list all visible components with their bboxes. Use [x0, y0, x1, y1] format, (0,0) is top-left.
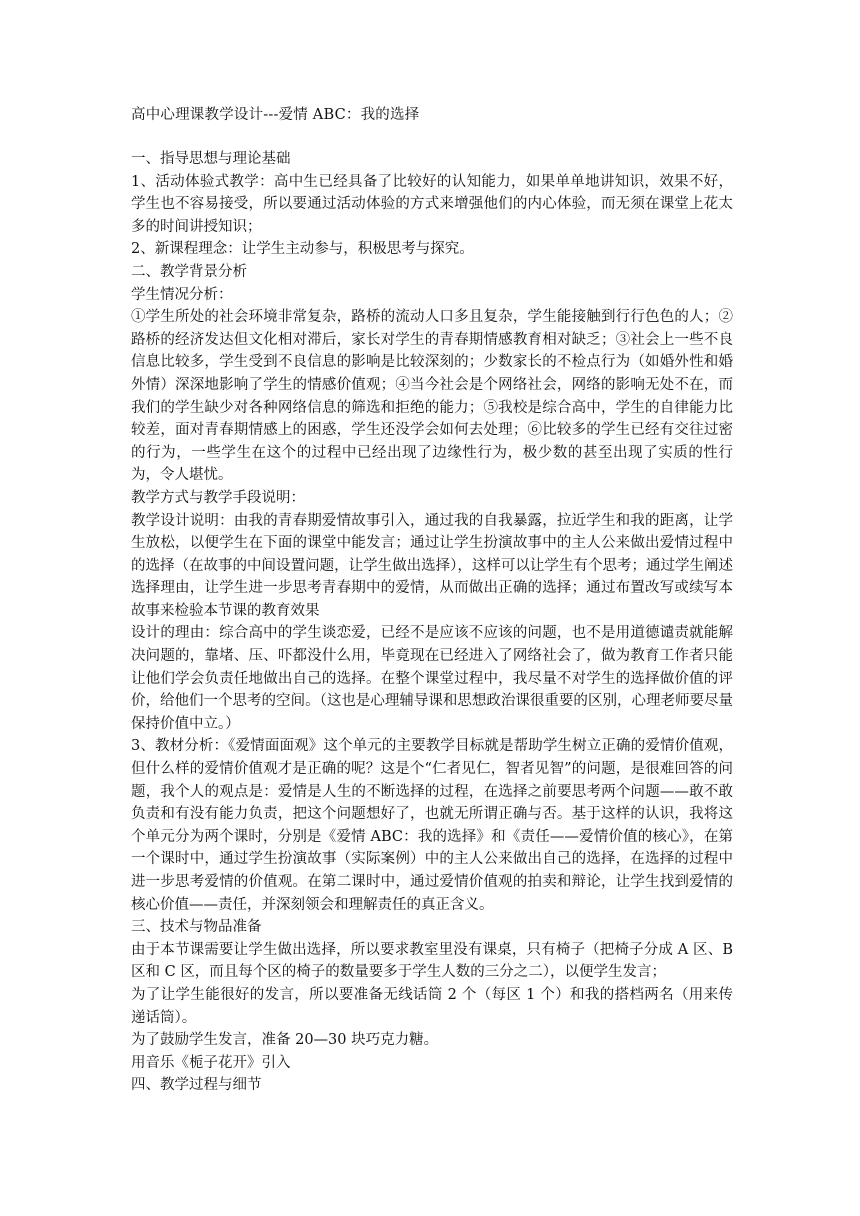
paragraph-microphones: 为了让学生能很好的发言，所以要准备无线话筒 2 个（每区 1 个）和我的搭档两名（用来传递话筒）。	[131, 986, 733, 1026]
document-body	[131, 148, 733, 1097]
paragraph-classroom-setup: 由于本节课需要让学生做出选择，所以要求教室里没有课桌，只有椅子（把椅子分成 A 区、B 区和 C 区，而且每个区的椅子的数量要多于学生人数的三分之二），以便学生发言；	[131, 941, 733, 981]
paragraph-music-intro: 用音乐《栀子花开》引入	[131, 1054, 291, 1071]
paragraph-activity-teaching: 1、活动体验式教学：高中生已经具备了比较好的认知能力，如果单单地讲知识，效果不好，学生也不容易接受，所以要通过活动体验的方式来增强他们的内心体验，而无须在课堂上花太多的时间讲授知识；	[131, 173, 733, 235]
section-heading-1: 一、指导思想与理论基础	[131, 151, 291, 167]
subheading-student-analysis: 学生情况分析：	[131, 286, 233, 303]
section-heading-4: 四、教学过程与细节	[131, 1077, 262, 1094]
paragraph-student-situation: ①学生所处的社会环境非常复杂，路桥的流动人口多且复杂，学生能接触到行行色色的人；②路桥的经济发达但文化相对滞后，家长对学生的青春期情感教育相对缺乏；③社会上一些不良信息比较多，学生受到不良信息的影响是比较深刻的；少数家长的不检点行为（如婚外性和婚外情）深深地影响了学生的情感价值观；④当今社会是个网络社会，网络的影响无处不在，而我们的学生缺少对各种网络信息的筛选和拒绝的能力；⑤我校是综合高中，学生的自律能力比较差，面对青春期情感上的困惑，学生还没学会如何去处理；⑥比较多的学生已经有交往过密的行为，一些学生在这个的过程中已经出现了边缘性行为，极少数的甚至出现了实质的性行为，令人堪忧。	[131, 309, 733, 484]
document-page	[131, 104, 733, 1097]
paragraph-new-curriculum: 2、新课程理念：让学生主动参与，积极思考与探究。	[131, 241, 474, 258]
paragraph-chocolates: 为了鼓励学生发言，准备 20—30 块巧克力糖。	[131, 1032, 439, 1049]
document-title: 高中心理课教学设计---爱情 ABC：我的选择	[131, 107, 420, 123]
section-heading-2: 二、教学背景分析	[131, 263, 247, 280]
section-heading-3: 三、技术与物品准备	[131, 919, 262, 936]
subheading-teaching-methods: 教学方式与教学手段说明：	[131, 489, 305, 506]
paragraph-design-reason: 设计的理由：综合高中的学生谈恋爱，已经不是应该不应该的问题，也不是用道德谴责就能解决问题的，靠堵、压、吓都没什么用，毕竟现在已经进入了网络社会了，做为教育工作者只能让他们学会负责任地做出自己的选择。在整个课堂过程中，我尽量不对学生的选择做价值的评价，给他们一个思考的空间。（这也是心理辅导课和思想政治课很重要的区别，心理老师要尽量保持价值中立。）	[131, 625, 733, 732]
paragraph-design-description: 教学设计说明：由我的青春期爱情故事引入，通过我的自我暴露，拉近学生和我的距离，让学生放松，以便学生在下面的课堂中能发言；通过让学生扮演故事中的主人公来做出爱情过程中的选择（在故事的中间设置问题，让学生做出选择），这样可以让学生有个思考；通过学生阐述选择理由，让学生进一步思考青春期中的爱情，从而做出正确的选择；通过布置改写或续写本故事来检验本节课的教育效果	[131, 512, 733, 619]
paragraph-material-analysis: 3、教材分析：《爱情面面观》这个单元的主要教学目标就是帮助学生树立正确的爱情价值观，但什么样的爱情价值观才是正确的呢？这是个“仁者见仁，智者见智”的问题，是很难回答的问题，我个人的观点是：爱情是人生的不断选择的过程，在选择之前要思考两个问题——敢不敢负责和有没有能力负责，把这个问题想好了，也就无所谓正确与否。基于这样的认识，我将这个单元分为两个课时，分别是《爱情 ABC：我的选择》和《责任——爱情价值的核心》，在第一个课时中，通过学生扮演故事（实际案例）中的主人公来做出自己的选择，在选择的过程中进一步思考爱情的价值观。在第二课时中，通过爱情价值观的拍卖和辩论，让学生找到爱情的核心价值——责任，并深刻领会和理解责任的真正含义。	[131, 738, 733, 913]
